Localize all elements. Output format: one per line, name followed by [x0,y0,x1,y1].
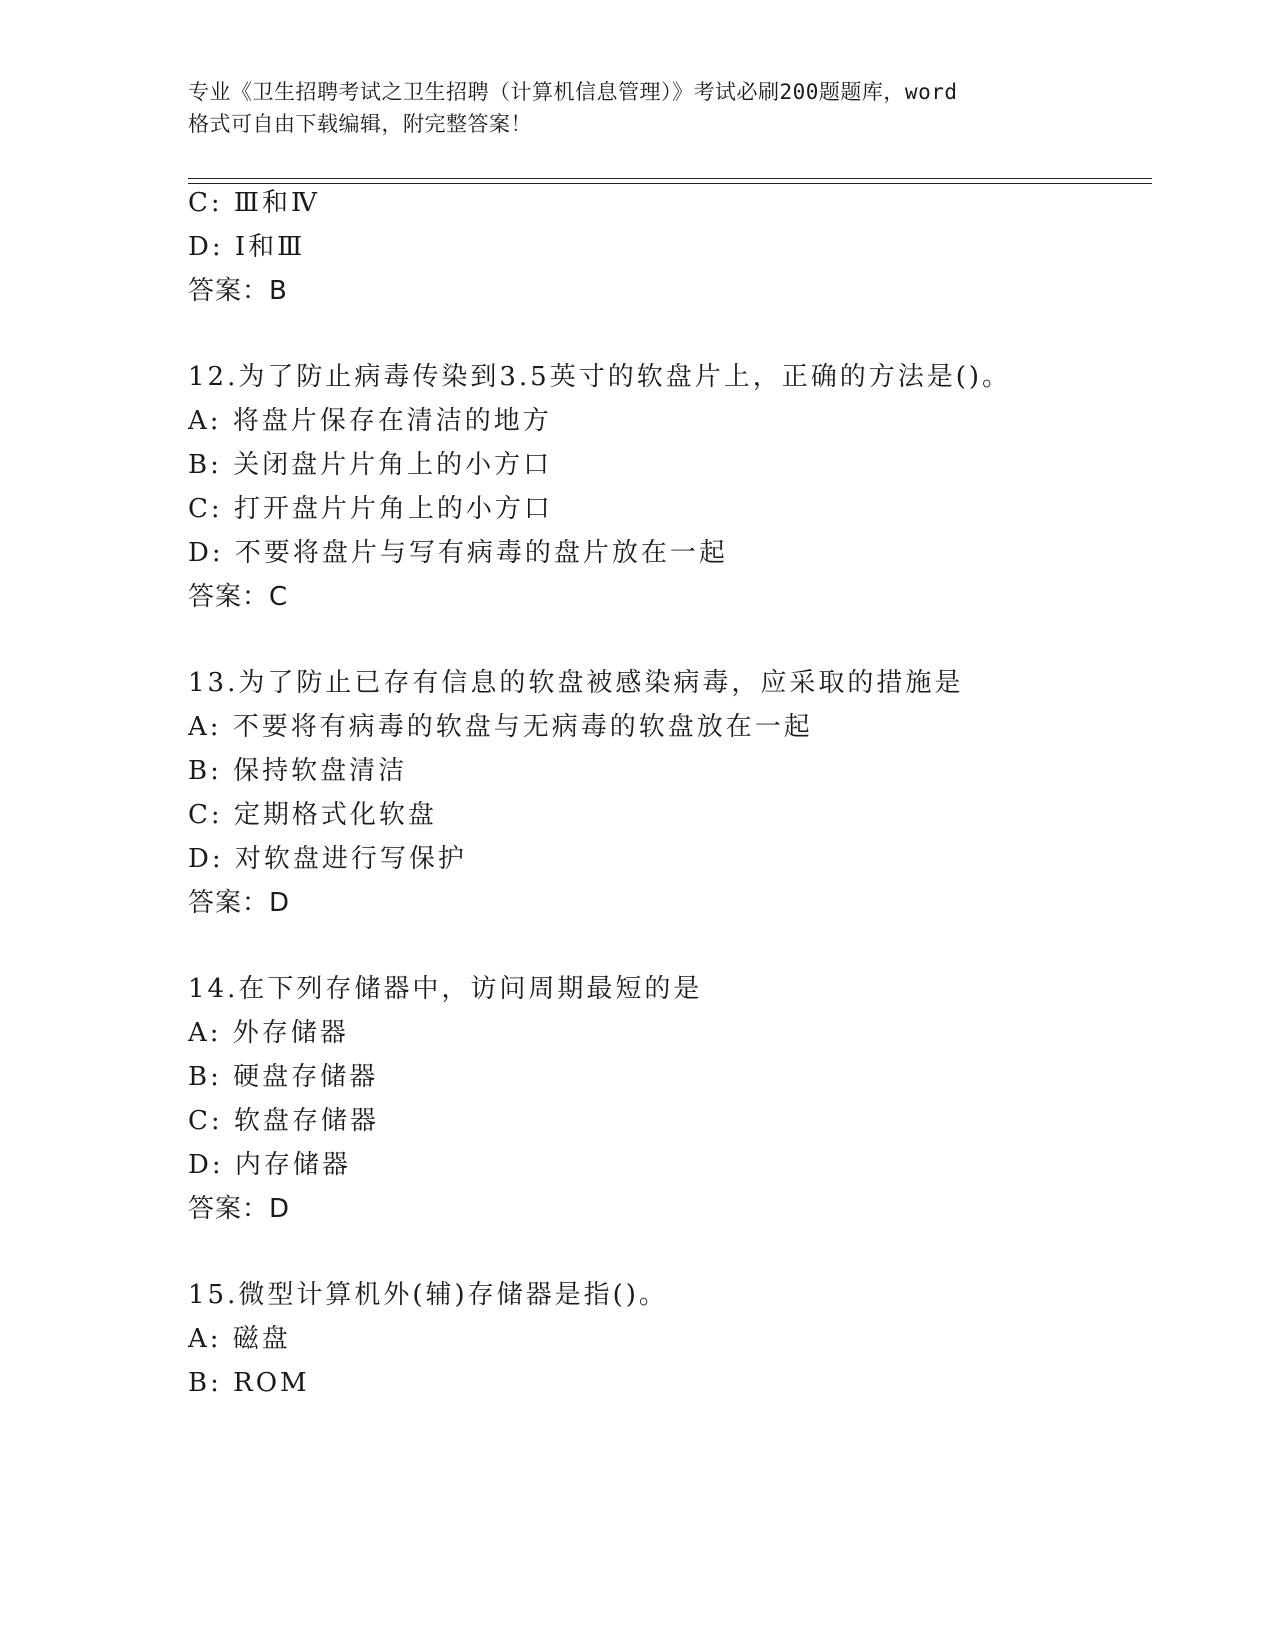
question-12-option-c: C: 打开盘片片角上的小方口 [188,494,553,524]
question-13-option-a: A: 不要将有病毒的软盘与无病毒的软盘放在一起 [188,712,813,742]
question-stem-14: 14.在下列存储器中，访问周期最短的是 [188,974,703,1004]
option-d: D: Ⅰ和Ⅲ [188,232,306,262]
question-15-option-a: A: 磁盘 [188,1324,291,1354]
question-14-option-d: D: 内存储器 [188,1150,351,1180]
header-divider-top [188,178,1152,179]
header-title-line-1: 专业《卫生招聘考试之卫生招聘（计算机信息管理）》考试必刷200题题库，word [188,80,958,104]
header-title-line-2: 格式可自由下载编辑，附完整答案！ [188,112,532,136]
question-12-option-b: B: 关闭盘片片角上的小方口 [188,450,553,480]
header-divider-bottom [188,183,1152,184]
question-stem-12: 12.为了防止病毒传染到3.5英寸的软盘片上，正确的方法是()。 [188,362,1011,392]
question-13-answer: 答案：D [188,888,291,918]
question-15-option-b: B: ROM [188,1368,310,1398]
question-13-option-d: D: 对软盘进行写保护 [188,844,467,874]
question-stem-15: 15.微型计算机外(辅)存储器是指()。 [188,1280,668,1310]
question-stem-13: 13.为了防止已存有信息的软盘被感染病毒，应采取的措施是 [188,668,964,698]
question-12-answer: 答案：C [188,582,289,612]
answer-line: 答案：B [188,276,288,306]
question-14-answer: 答案：D [188,1194,291,1224]
question-12-option-a: A: 将盘片保存在清洁的地方 [188,406,552,436]
question-13-option-c: C: 定期格式化软盘 [188,800,437,830]
document-header [188,76,1088,140]
option-c: C: Ⅲ和Ⅳ [188,188,320,218]
question-14-option-c: C: 软盘存储器 [188,1106,379,1136]
question-13-option-b: B: 保持软盘清洁 [188,756,408,786]
question-12-option-d: D: 不要将盘片与写有病毒的盘片放在一起 [188,538,728,568]
question-14-option-b: B: 硬盘存储器 [188,1062,379,1092]
question-14-option-a: A: 外存储器 [188,1018,349,1048]
